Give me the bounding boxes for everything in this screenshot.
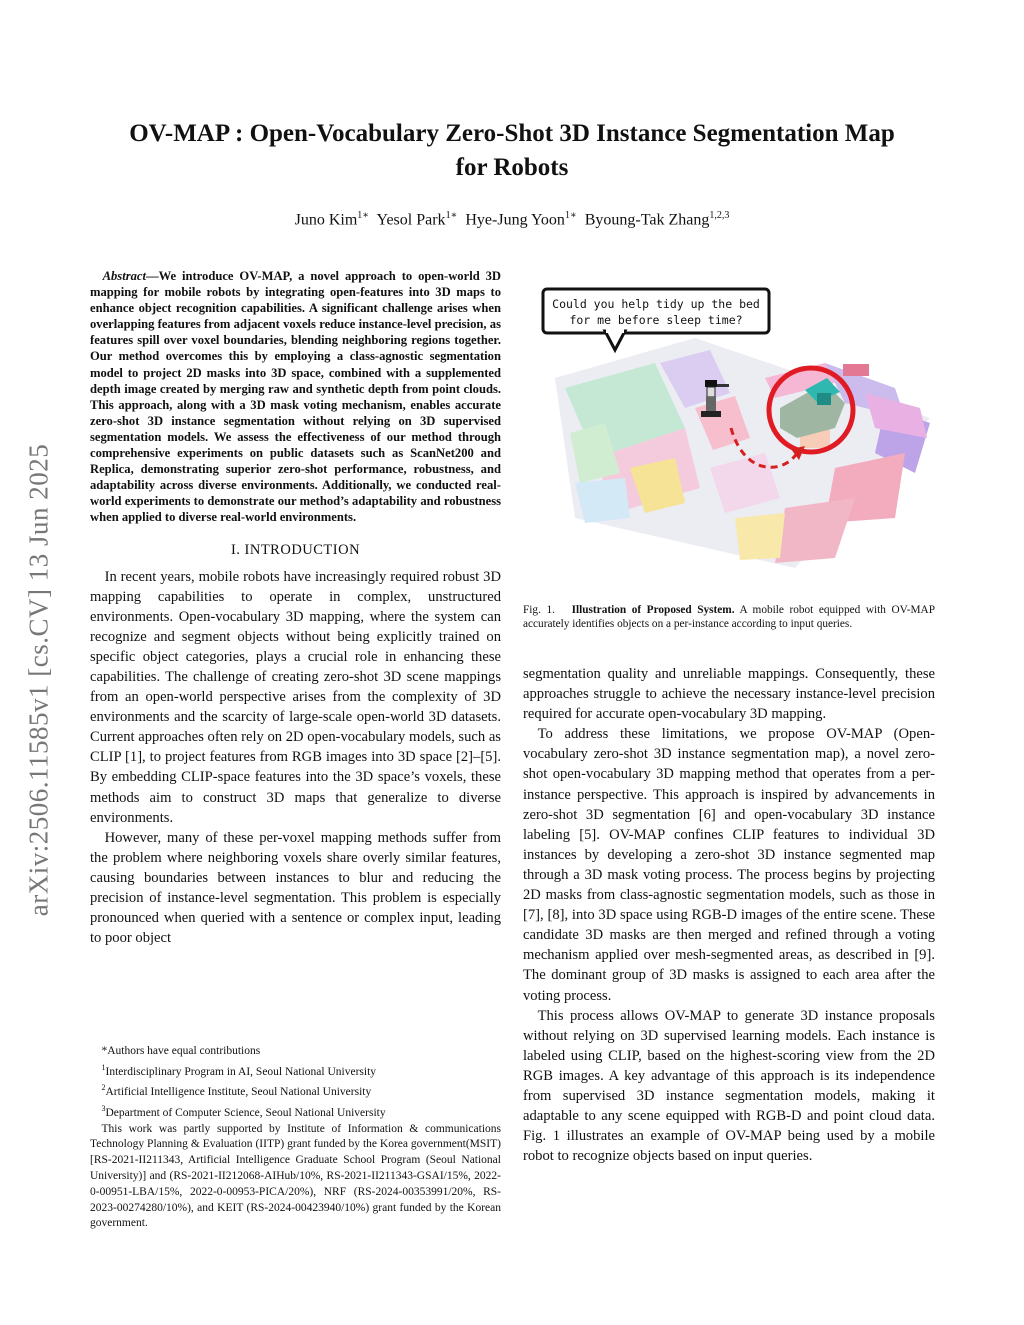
title-line-1: OV-MAP : Open-Vocabulary Zero-Shot 3D Instance Segmentation Map — [129, 120, 895, 147]
author-affiliation: 1∗ — [445, 210, 458, 221]
speech-bubble — [543, 289, 769, 350]
figure-1 — [535, 268, 935, 593]
intro-paragraph-continued: segmentation quality and unreliable mappings. Consequently, these approaches struggle to achieve the necessary instance-level precision required for accurate open-vocabulary 3D mapping. — [523, 666, 935, 723]
footnote-affiliation-1: $^1$Interdisciplinary Program in AI, Seoul National University — [101, 1062, 377, 1078]
caption-title: Illustration of Proposed System. — [571, 604, 735, 616]
abstract-label: Abstract — [102, 269, 146, 283]
intro-paragraph: In recent years, mobile robots have increasingly required robust 3D mapping capabilities to operate in complex, unstructured environments. Open-vocabulary 3D mapping, where the system can recognize and segment objects without being explicitly trained on specific object categories, plays a crucial role in enhancing these capabilities. The challenge of creating zero-shot 3D scene mappings from an open-world perspective arises from the complexity of 3D environments and the scarcity of large-scale open-world 3D datasets. Current approaches often rely on 2D open-vocabulary models, such as CLIP [1], to project features from RGB images into 3D space [2]–[5]. By embedding CLIP-space features into the 3D space’s voxels, these methods aim to construct 3D maps that generalize to diverse environments. — [90, 568, 501, 826]
bubble-line-1: Could you help tidy up the bed — [552, 297, 760, 311]
right-column — [523, 664, 935, 1166]
footnote-funding: This work was partly supported by Institute of Information & communications Technology Planning & Evaluation (IITP) grant funded by the Korea government(MSIT) [RS-2021-II211343, Artificial Intelligence Graduate School Program (Seoul National University)] and (RS-2021-II212068-AIHub/10%, RS-2021-II211343-GSAI/15%, 2022-0-00951-LBA/15%, 2022-0-00953-PICA/20%), NRF (RS-2024-00353991/20%, RS-2023-00274280/10%), and KEIT (RS-2024-00423940/10%) grant funded by the Korean government. — [90, 1122, 501, 1230]
arxiv-sidebar — [10, 380, 68, 980]
author-affiliation: 1∗ — [357, 210, 370, 221]
footnote-affiliation-3: $^3$Department of Computer Science, Seoul National University — [101, 1104, 386, 1119]
author-affiliation: 1∗ — [564, 210, 577, 221]
abstract-text: We introduce OV-MAP, a novel approach to open-world 3D mapping for mobile robots by integrating open-features into 3D maps to enhance object recognition capabilities. A significant challenge arises when overlapping features from adjacent voxels reduce instance-level precision, as features spill over voxel boundaries, blending neighboring regions together. Our method overcomes this by employing a class-agnostic segmentation model to project 2D masks into 3D space, combined with a supplemented depth image created by merging raw and synthetic depth from point clouds. This approach, along with a 3D mask voting mechanism, enables accurate zero-shot 3D instance segmentation without relying on 3D supervised segmentation models. We assess the effectiveness of our method through comprehensive experiments on public datasets such as ScanNet200 and Replica, demonstrating superior zero-shot performance, robustness, and adaptability across diverse environments. Additionally, we conducted real-world experiments to demonstrate our method’s adaptability and robustness when applied to diverse real-world environments. — [90, 269, 501, 525]
left-column — [90, 268, 501, 948]
arxiv-identifier: arXiv:2506.11585v1 [cs.CV] 13 Jun 2025 — [23, 443, 54, 917]
paper-title — [80, 117, 944, 185]
intro-paragraph: However, many of these per-voxel mapping methods suffer from the problem where neighboring voxels share overly similar features, causing boundaries between instances to blur and reducing the precision of instance-level segmentation. This problem is especially pronounced when queried with a sentence or complex input, leading to poor object — [90, 829, 501, 947]
abstract-dash: — — [145, 269, 159, 283]
author-name: Yesol Park — [376, 211, 446, 229]
caption-label: Fig. 1. — [523, 604, 555, 616]
author-name: Byoung-Tak Zhang — [584, 211, 710, 229]
intro-paragraph: To address these limitations, we propose OV-MAP (Open-vocabulary zero-shot 3D instance segmentation map), a novel zero-shot open-vocabulary 3D mapping method that operates from a per-instance perspective. This approach is inspired by advancements in zero-shot 3D segmentation [6] and open-vocabulary 3D instance labeling [5]. OV-MAP confines CLIP features to individual 3D instances by developing a zero-shot 3D instance segmented map through a 3D mask voting process. The process begins by projecting 2D masks from class-agnostic segmentation models, such as those in [7], [8], into 3D space using RGB-D images of the entire scene. These candidate 3D masks are then merged and refined through a voting mechanism applied over mesh-segmented areas, as described in [9]. The dominant group of 3D masks is assigned to each area after the voting process. — [523, 726, 935, 1004]
author-name: Hye-Jung Yoon — [465, 211, 565, 229]
footnotes — [90, 1044, 501, 1232]
author-name: Juno Kim — [294, 211, 358, 229]
author-list — [80, 210, 944, 229]
footnote-affiliation-2: $^2$Artificial Intelligence Institute, Seoul National University — [101, 1083, 372, 1099]
intro-paragraph: This process allows OV-MAP to generate 3D instance proposals without relying on 3D supervised learning models. Each instance is labeled using CLIP, based on the highest-scoring view from the 2D RGB images. A key advantage of this approach is its independence from supervised 3D instance segmentation models, making it adaptable to any scene equipped with RGB-D and point cloud data. Fig. 1 illustrates an example of OV-MAP being used by a mobile robot to recognize objects based on input queries. — [523, 1007, 935, 1165]
footnote-equal: *Authors have equal contributions — [101, 1045, 261, 1057]
author-affiliation: 1,2,3 — [709, 210, 730, 221]
title-line-2: for Robots — [455, 154, 569, 181]
bubble-line-2: for me before sleep time? — [569, 313, 743, 327]
caption-text: A mobile robot equipped with OV-MAP accurately identifies objects on a per-instance according to input queries. — [523, 604, 935, 631]
abstract — [90, 268, 501, 526]
section-heading-introduction: I. INTRODUCTION — [230, 541, 361, 558]
figure-illustration — [535, 268, 935, 593]
figure-caption — [523, 603, 935, 632]
